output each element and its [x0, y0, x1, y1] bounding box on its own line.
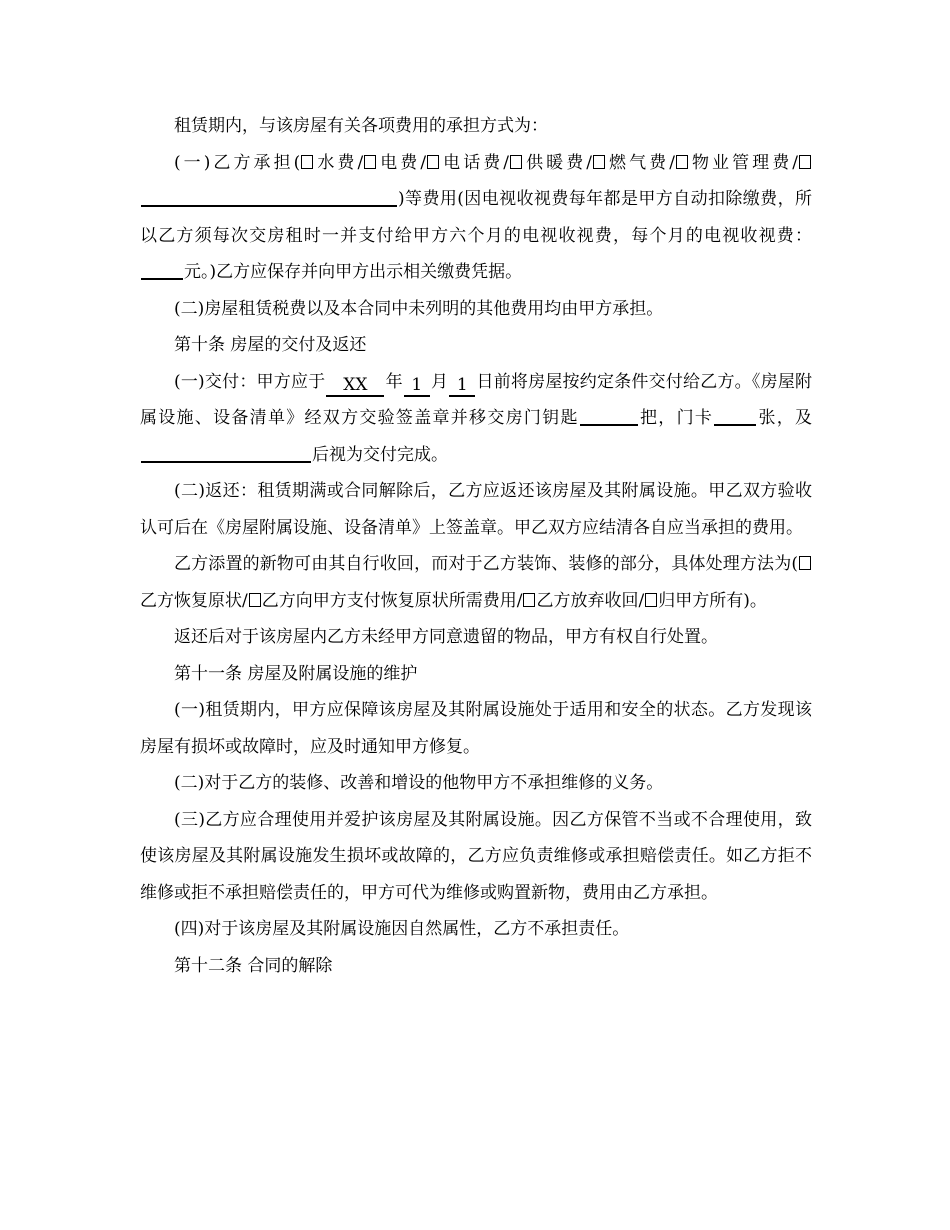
- checkbox-heating-fee[interactable]: [510, 155, 522, 169]
- text-segment: 后视为交付完成。: [312, 444, 448, 465]
- checkbox-other-fee[interactable]: [799, 155, 811, 169]
- text-segment: 张，及: [757, 408, 812, 428]
- maintenance-paragraph-2: (二)对于乙方的装修、改善和增设的他物甲方不承担维修的义务。: [174, 773, 664, 793]
- card-count-blank[interactable]: [714, 404, 756, 426]
- option-property-fee: 物业管理费/: [688, 152, 799, 173]
- delivery-year-field[interactable]: XX: [326, 375, 384, 397]
- delivery-day-field[interactable]: 1: [449, 375, 475, 397]
- option-gas-fee: 燃气费/: [606, 152, 675, 173]
- article-10-heading: 第十条 房屋的交付及返还: [174, 335, 367, 355]
- maintenance-paragraph-3: (三)乙方应合理使用并爱护该房屋及其附属设施。因乙方保管不当或不合理使用，致使该房屋及其附属设施发生损坏或故障的，乙方应负责维修或承担赔偿责任。如乙方拒不维修或拒不承担赔偿责任的，甲方可代为维修或购置新物，费用由乙方承担。: [140, 809, 812, 903]
- delivery-month-field[interactable]: 1: [404, 375, 430, 397]
- option-electricity-fee: 电费/: [377, 152, 427, 173]
- fee-tenant-paragraph: [140, 145, 812, 291]
- option-heating-fee: 供暖费/: [523, 152, 592, 173]
- text-segment: 把，门卡: [638, 408, 714, 428]
- article-12-heading: 第十二条 合同的解除: [174, 955, 333, 976]
- text-segment: 元。)乙方应保存并向甲方出示相关缴费凭据。: [184, 262, 523, 282]
- key-count-blank[interactable]: [580, 404, 638, 426]
- checkbox-gas-fee[interactable]: [593, 155, 605, 169]
- text-segment: (一)乙方承担(: [174, 152, 301, 173]
- text-segment: 乙方添置的新物可由其自行收回，而对于乙方装饰、装修的部分，具体处理方法为(: [174, 554, 798, 574]
- maintenance-paragraph-1: (一)租赁期内，甲方应保障该房屋及其附属设施处于适用和安全的状态。乙方发现该房屋有损坏或故障时，应及时通知甲方修复。: [140, 700, 812, 757]
- checkbox-electricity-fee[interactable]: [364, 155, 376, 169]
- fee-intro-paragraph: 租赁期内，与该房屋有关各项费用的承担方式为：: [174, 116, 548, 136]
- article-11-heading: 第十一条 房屋及附属设施的维护: [174, 663, 418, 684]
- checkbox-pay-restore[interactable]: [249, 593, 261, 607]
- option-water-fee: 水费/: [314, 152, 364, 173]
- text-segment: 日前将房屋按约定条件交付给乙方。《房屋附属设施、设备清单》经双方交验签盖章并移交房门钥匙: [140, 371, 813, 428]
- checkbox-water-fee[interactable]: [301, 155, 313, 169]
- other-items-blank[interactable]: [141, 441, 311, 463]
- delivery-paragraph: [140, 364, 812, 474]
- checkbox-property-fee[interactable]: [676, 155, 688, 169]
- checkbox-restore[interactable]: [799, 556, 811, 570]
- checkbox-owner-keeps[interactable]: [645, 593, 657, 607]
- text-segment: 年: [385, 371, 403, 392]
- maintenance-paragraph-4: (四)对于该房屋及其附属设施因自然属性，乙方不承担责任。: [174, 919, 630, 939]
- option-abandon: 乙方放弃收回/: [536, 590, 645, 611]
- text-segment: (一)交付：甲方应于: [174, 371, 326, 392]
- option-restore: 乙方恢复原状/: [140, 590, 248, 611]
- option-owner-keeps: 归甲方所有)。: [658, 590, 767, 611]
- checkbox-abandon[interactable]: [523, 593, 535, 607]
- renovation-paragraph: [140, 546, 812, 619]
- tax-paragraph: (二)房屋租赁税费以及本合同中未列明的其他费用均由甲方承担。: [174, 298, 664, 319]
- option-pay-restore: 乙方向甲方支付恢复原状所需费用/: [261, 590, 523, 611]
- option-phone-fee: 电话费/: [440, 152, 510, 173]
- tv-fee-blank[interactable]: [141, 258, 183, 280]
- text-segment: 月: [430, 371, 449, 392]
- other-fee-blank[interactable]: [141, 185, 397, 207]
- leftover-items-paragraph: 返还后对于该房屋内乙方未经甲方同意遗留的物品，甲方有权自行处置。: [174, 627, 718, 647]
- return-paragraph: (二)返还：租赁期满或合同解除后，乙方应返还该房屋及其附属设施。甲乙双方验收认可后在《房屋附属设施、设备清单》上签盖章。甲乙双方应结清各自应当承担的费用。: [140, 481, 812, 538]
- checkbox-phone-fee[interactable]: [427, 155, 439, 169]
- text-segment: )等费用(因电视收视费每年都是甲方自动扣除缴费，所以乙方须每次交房租时一并支付给甲方六个月的电视收视费，每个月的电视收视费：: [140, 189, 812, 246]
